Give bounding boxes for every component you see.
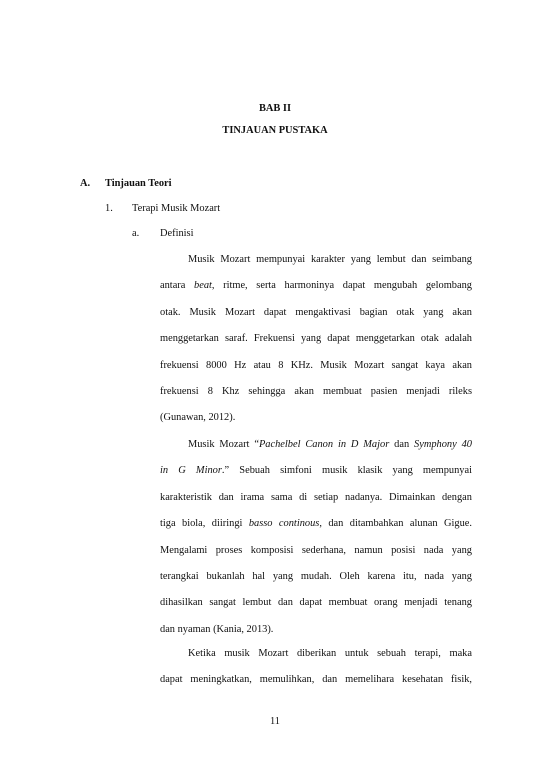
paragraph-line: frekuensi 8 Khz sehingga akan membuat pasien menjadi rileks: [160, 386, 472, 397]
paragraph-line: karakteristik dan irama sama di setiap nadanya. Dimainkan dengan: [160, 491, 472, 503]
paragraph-line: frekuensi 8000 Hz atau 8 KHz. Musik Mozart sangat kaya akan: [160, 359, 472, 371]
subsection-title: Terapi Musik Mozart: [132, 203, 221, 214]
paragraph-line: menggetarkan saraf. Frekuensi yang dapat menggetarkan otak adalah: [160, 333, 472, 345]
paragraph-line: Musik Mozart mempunyai karakter yang lembut dan seimbang: [188, 254, 472, 265]
paragraph-line: tiga biola, diiringi basso continous, dan ditambahkan alunan Gigue.: [160, 518, 472, 530]
chapter-number: BAB II: [258, 103, 292, 114]
section-marker: A.: [80, 178, 91, 189]
paragraph-line: (Gunawan, 2012).: [160, 412, 236, 424]
subsection-marker: 1.: [105, 203, 113, 214]
subsubsection-title: Definisi: [160, 228, 194, 239]
paragraph-line: Ketika musik Mozart diberikan untuk sebuah terapi, maka: [188, 648, 472, 659]
chapter-title: TINJAUAN PUSTAKA: [222, 125, 328, 136]
section-title: Tinjauan Teori: [105, 178, 172, 189]
subsubsection-marker: a.: [132, 228, 140, 239]
paragraph-line: antara beat, ritme, serta harmoninya dapat mengubah gelombang: [160, 280, 472, 292]
paragraph-line: otak. Musik Mozart dapat mengaktivasi bagian otak yang akan: [160, 306, 472, 318]
paragraph-line: in G Minor.” Sebuah simfoni musik klasik yang mempunyai: [160, 465, 472, 477]
paragraph-line: Mengalami proses komposisi sederhana, namun posisi nada yang: [160, 544, 472, 556]
paragraph-line: Musik Mozart “Pachelbel Canon in D Major dan Symphony 40: [188, 439, 473, 450]
paragraph-line: dihasilkan sangat lembut dan dapat membuat orang menjadi tenang: [160, 597, 472, 609]
paragraph-line: dapat meningkatkan, memulihkan, dan memelihara kesehatan fisik,: [160, 674, 472, 686]
page-number: 11: [269, 716, 280, 727]
paragraph-line: terangkai bukanlah hal yang mudah. Oleh karena itu, nada yang: [160, 571, 472, 582]
paragraph-line: dan nyaman (Kania, 2013).: [160, 623, 274, 635]
